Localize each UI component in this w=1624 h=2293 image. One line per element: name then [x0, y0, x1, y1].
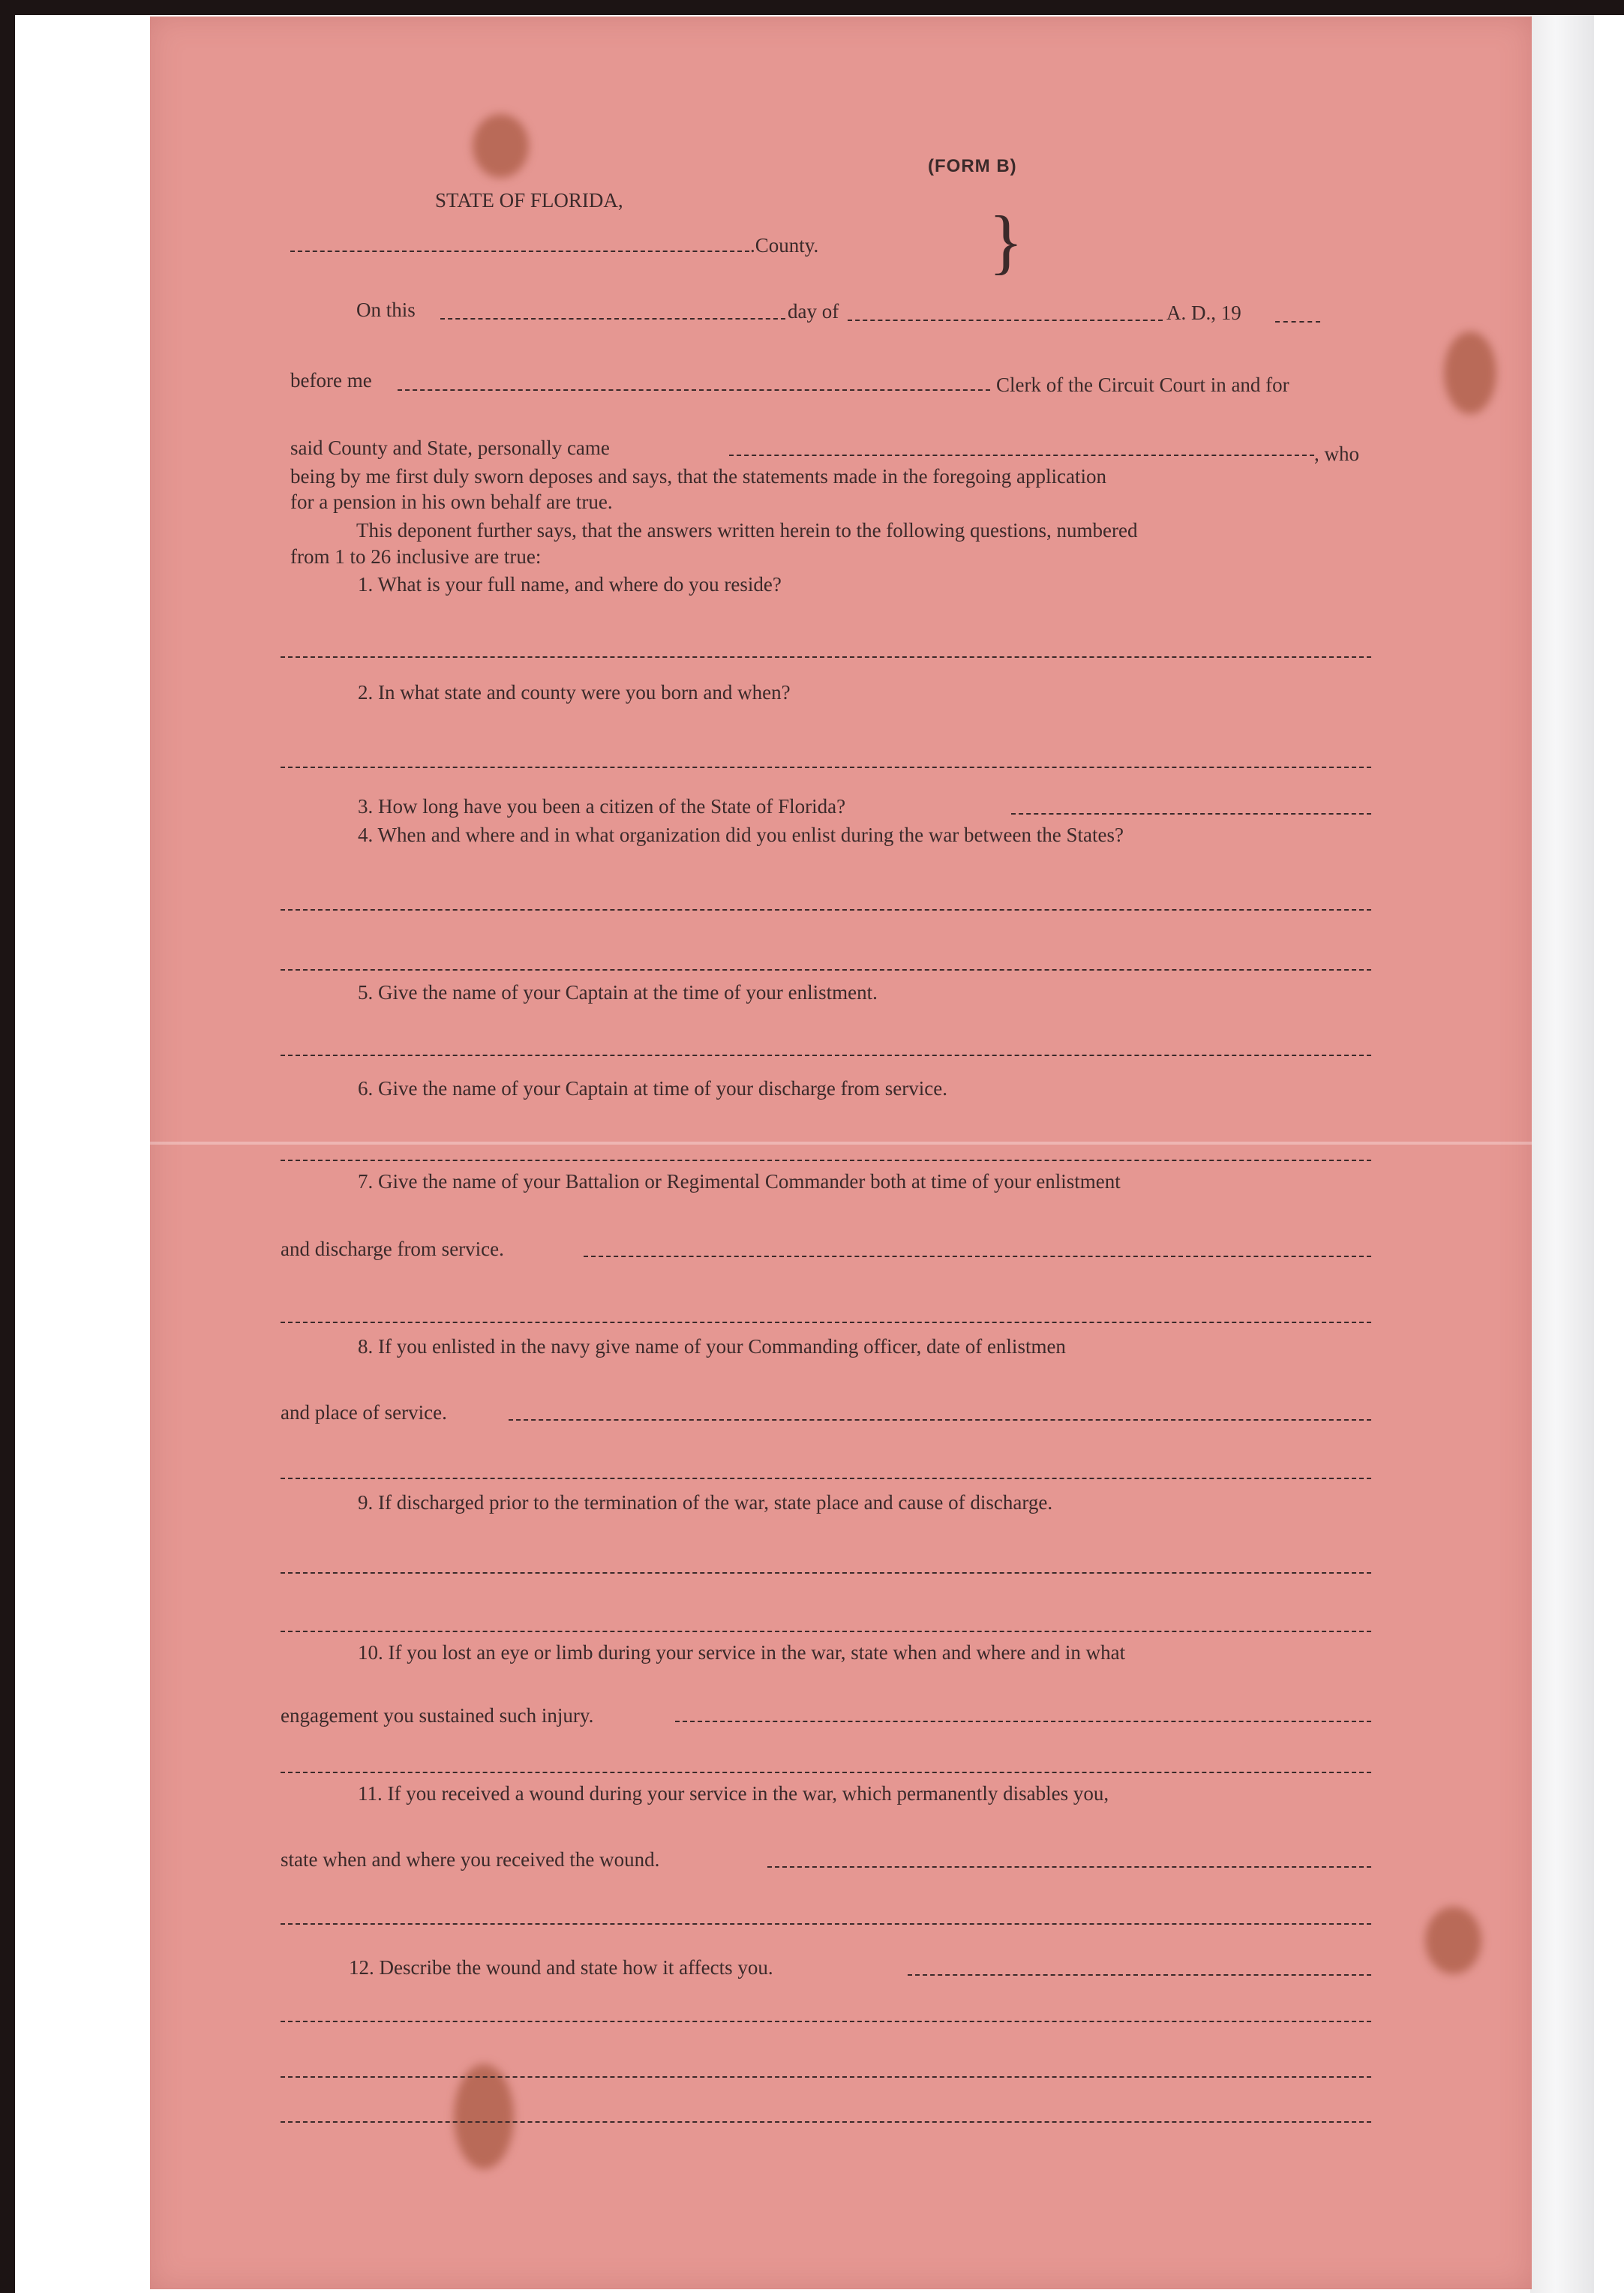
question-1: 1. What is your full name, and where do you reside?	[358, 573, 782, 596]
form-label: (FORM B)	[928, 156, 1017, 176]
clerk-label: Clerk of the Circuit Court in and for	[996, 374, 1289, 396]
on-this-label: On this	[356, 299, 416, 321]
question-8: 8. If you enlisted in the navy give name of your Commanding officer, date of enlistmen	[358, 1335, 1066, 1358]
day-of-label: day of	[788, 300, 839, 323]
question-2: 2. In what state and county were you born and when?	[358, 681, 791, 704]
applicant-name-blank[interactable]	[729, 455, 1314, 456]
answer-12-line-2[interactable]	[281, 2021, 1371, 2022]
question-9: 9. If discharged prior to the termination of the war, state place and cause of discharge.	[358, 1491, 1053, 1514]
plastic-sleeve-edge	[1530, 15, 1594, 2293]
question-12: 12. Describe the wound and state how it affects you.	[349, 1956, 773, 1979]
answer-12-line-3[interactable]	[281, 2076, 1371, 2078]
answer-9-line-2[interactable]	[281, 1631, 1371, 1632]
month-blank[interactable]	[848, 320, 1163, 321]
year-blank[interactable]	[1275, 321, 1320, 323]
stain-mark	[1425, 1907, 1481, 1974]
question-3: 3. How long have you been a citizen of the State of Florida?	[358, 795, 846, 818]
pension-form-page	[150, 17, 1532, 2289]
stain-mark	[473, 114, 529, 178]
answer-1-line[interactable]	[281, 656, 1371, 658]
sworn-text: being by me first duly sworn deposes and says, that the statements made in the foregoing application	[290, 465, 1107, 488]
answer-9-line-1[interactable]	[281, 1572, 1371, 1574]
question-7: 7. Give the name of your Battalion or Regimental Commander both at time of your enlistment	[358, 1170, 1121, 1193]
question-8-cont: and place of service.	[281, 1401, 447, 1424]
stain-mark	[454, 2064, 514, 2169]
question-11-cont: state when and where you received the wound.	[281, 1848, 660, 1871]
pension-text: for a pension in his own behalf are true.	[290, 491, 613, 513]
clerk-name-blank[interactable]	[398, 389, 990, 391]
before-me-label: before me	[290, 369, 372, 392]
answer-3-line[interactable]	[1011, 813, 1371, 815]
from-text: from 1 to 26 inclusive are true:	[290, 545, 542, 568]
answer-12-line-4[interactable]	[281, 2121, 1371, 2123]
brace-symbol: }	[989, 201, 1024, 281]
answer-5-line[interactable]	[281, 1055, 1371, 1056]
answer-4-line-1[interactable]	[281, 909, 1371, 911]
answer-8-line-1[interactable]	[509, 1419, 1371, 1421]
answer-12-line-1[interactable]	[908, 1974, 1371, 1976]
question-10: 10. If you lost an eye or limb during your service in the war, state when and where and in what	[358, 1641, 1126, 1664]
question-6: 6. Give the name of your Captain at time of your discharge from service.	[358, 1077, 948, 1100]
state-heading: STATE OF FLORIDA,	[435, 189, 623, 212]
answer-8-line-2[interactable]	[281, 1478, 1371, 1479]
answer-6-line[interactable]	[281, 1160, 1371, 1161]
answer-10-line-2[interactable]	[281, 1772, 1371, 1773]
county-blank[interactable]	[290, 251, 749, 252]
scan-border-left	[0, 0, 15, 2293]
deponent-text: This deponent further says, that the answers written herein to the following questions, numbered	[356, 519, 1138, 542]
county-label: .County.	[750, 234, 819, 257]
answer-7-line-1[interactable]	[584, 1256, 1371, 1257]
day-blank[interactable]	[440, 318, 785, 320]
answer-11-line-2[interactable]	[281, 1923, 1371, 1925]
question-4: 4. When and where and in what organization did you enlist during the war between the States?	[358, 824, 1124, 846]
question-10-cont: engagement you sustained such injury.	[281, 1704, 594, 1727]
ad-label: A. D., 19	[1166, 302, 1241, 324]
answer-10-line-1[interactable]	[675, 1721, 1371, 1722]
paper-fold	[150, 1142, 1532, 1145]
said-county-text: said County and State, personally came	[290, 437, 610, 459]
scan-border-top	[0, 0, 1624, 15]
question-7-cont: and discharge from service.	[281, 1238, 504, 1260]
answer-7-line-2[interactable]	[281, 1322, 1371, 1323]
who-text: , who	[1314, 443, 1359, 465]
answer-4-line-2[interactable]	[281, 969, 1371, 971]
stain-mark	[1444, 332, 1496, 414]
question-5: 5. Give the name of your Captain at the time of your enlistment.	[358, 981, 878, 1004]
answer-2-line[interactable]	[281, 767, 1371, 768]
question-11: 11. If you received a wound during your service in the war, which permanently disables you,	[358, 1782, 1109, 1805]
answer-11-line-1[interactable]	[767, 1866, 1371, 1868]
